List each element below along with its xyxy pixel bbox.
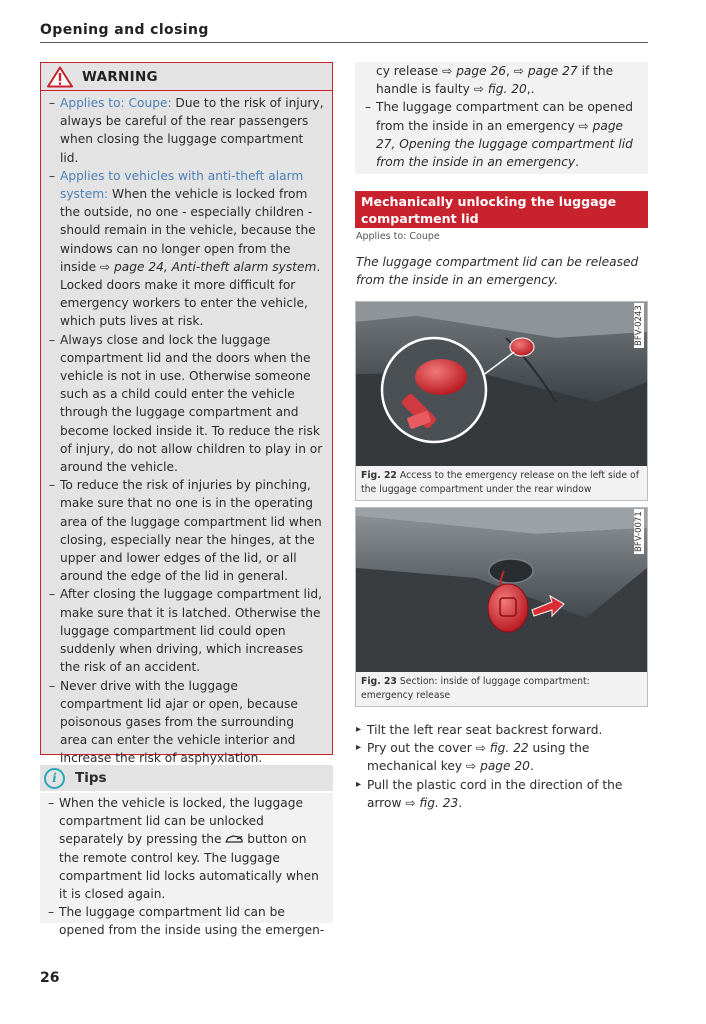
page-number: 26 [40, 970, 60, 986]
tips-text: ,. [526, 82, 535, 97]
step-text: . [458, 795, 463, 810]
step-text: . [529, 759, 534, 774]
page-reference-link[interactable]: ⇨ page 27 [513, 64, 578, 78]
figure-22 [355, 301, 648, 501]
step-text: Tilt the left rear seat backrest forward. [367, 723, 603, 737]
warning-item [49, 331, 324, 477]
figure-code: BFV-0243 [634, 305, 644, 346]
tips-text: . [575, 155, 580, 170]
warning-item [49, 677, 324, 768]
step-text: Pry out the cover [367, 741, 476, 756]
warning-text-tail: . Locked doors make it more difficult for emergency workers to enter the vehicle, which puts lives at risk. [60, 259, 321, 329]
page-header-title: Opening and closing [40, 22, 209, 38]
tips-text: button on the remote control key. The luggage compartment lid locks automatically when it is closed again. [59, 832, 319, 902]
figure-caption [361, 675, 643, 702]
tips-continued-text [363, 62, 640, 98]
tips-text: The luggage compartment can be opened from the inside in an emergency [376, 100, 633, 133]
figure-reference-link[interactable]: ⇨ fig. 20 [473, 82, 527, 97]
figure-caption-text: Section: inside of luggage compartment: emergency release [361, 676, 590, 701]
warning-box [40, 62, 333, 766]
tips-box [40, 793, 333, 938]
warning-item [49, 585, 324, 676]
section-heading: Mechanically unlocking the luggage compartment lid [355, 191, 648, 228]
warning-item [49, 94, 324, 167]
info-circle-icon: i [44, 768, 65, 789]
car-trunk-icon [225, 834, 243, 844]
warning-text: Due to the risk of injury, always be careful of the rear passengers when closing the luggage compartment lid. [60, 96, 324, 165]
warning-item [49, 167, 324, 331]
warning-triangle-icon [47, 66, 73, 88]
figure-23 [355, 507, 648, 707]
tips-text: if the handle is faulty [376, 64, 614, 97]
tips-text: , [506, 64, 514, 78]
warning-text: To reduce the risk of injuries by pinching, make sure that no one is in the operating area of the luggage compartment lid when closing, especially near the hinges, at the upper and lower edges of the lid, or all around the edge of the lid in general. [60, 478, 322, 584]
step-text: using the mechanical key [367, 741, 590, 774]
warning-title: WARNING [82, 68, 158, 85]
step-item [356, 776, 648, 812]
applies-note: Applies to: Coupe [356, 231, 440, 242]
applies-note: Applies to: Coupe: [60, 96, 172, 110]
warning-item [49, 476, 324, 585]
instruction-steps [356, 721, 648, 812]
warning-text: After closing the luggage compartment lid, make sure that it is latched. Otherwise the luggage compartment lid could open suddenly when driving, which increases the risk of an accident. [60, 587, 322, 675]
tips-text: cy release [376, 64, 443, 78]
tips-item [48, 903, 325, 939]
figure-reference-link[interactable]: ⇨ fig. 22 [475, 741, 529, 756]
page-reference-link[interactable]: ⇨ page 26 [442, 64, 507, 78]
figure-22-illustration [356, 302, 647, 466]
tips-text: When the vehicle is locked, the luggage compartment lid can be unlocked separately by pressing the [59, 796, 303, 847]
step-item [356, 721, 648, 739]
figure-caption-text: Access to the emergency release on the left side of the luggage compartment under the rear window [361, 470, 639, 495]
page-reference-link[interactable]: ⇨ page 27, Opening the luggage compartment lid from the inside in an emergency [376, 118, 633, 170]
warning-list [41, 91, 332, 768]
tips-text: The luggage compartment lid can be opened from the inside using the emergen- [59, 905, 325, 938]
figure-reference-link[interactable]: ⇨ fig. 23 [405, 795, 459, 810]
figure-23-illustration [356, 508, 647, 672]
section-intro: The luggage compartment lid can be released from the inside in an emergency. [356, 255, 639, 288]
tips-item [48, 794, 325, 903]
page-reference-link[interactable]: ⇨ page 20 [466, 759, 530, 774]
figure-code: BFV-0071 [634, 511, 644, 552]
step-text: Pull the plastic cord in the direction of the arrow [367, 777, 623, 810]
emergency-release-cord-image [356, 508, 647, 672]
warning-text: Never drive with the luggage compartment lid ajar or open, because poisonous gases from the surrounding area can enter the vehicle interior and increase the risk of asphyxiation. [60, 678, 298, 766]
emergency-release-cover-image [356, 302, 647, 466]
tips-item [365, 98, 640, 171]
figure-label: Fig. 23 [361, 676, 397, 687]
figure-caption [361, 469, 643, 496]
warning-text: When the vehicle is locked from the outside, no one - especially children - should remain in the vehicle, because the windows can no longer open from the inside [60, 187, 316, 274]
applies-note: Applies to vehicles with anti-theft alarm system: [60, 168, 304, 202]
header-divider [40, 42, 648, 43]
warning-text: Always close and lock the luggage compartment lid and the doors when the vehicle is not in use. Otherwise someone such as a child could enter the vehicle through the luggage compartment and become locked inside it. To reduce the risk of injury, do not allow children to play in or around the vehicle. [60, 332, 323, 475]
page-reference-link[interactable]: ⇨ page 24, Anti-theft alarm system [99, 259, 317, 274]
warning-header [41, 63, 332, 91]
tips-title: Tips [75, 770, 107, 786]
tips-continued-box [355, 62, 648, 174]
figure-label: Fig. 22 [361, 470, 397, 481]
tips-header [40, 765, 333, 791]
step-item [356, 739, 648, 775]
